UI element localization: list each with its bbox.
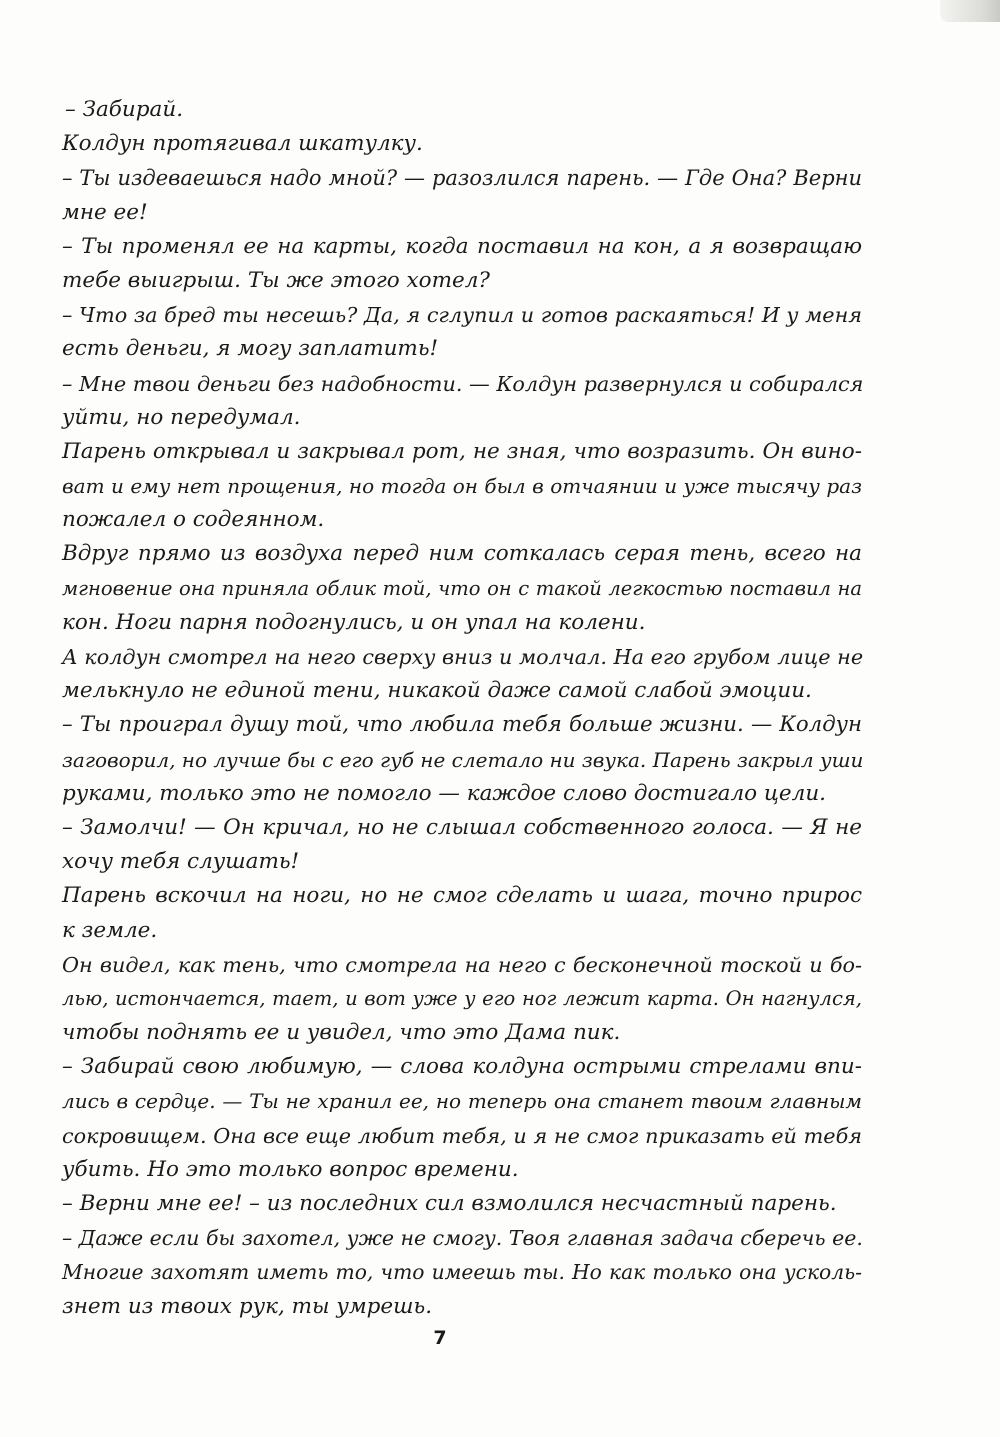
text-line: – Ты издеваешься надо мной? — разозлился парень. — Где Она? Верни [62, 166, 862, 191]
text-line: уйти, но передумал. [62, 404, 301, 430]
text-line: знет из твоих рук, ты умрешь. [62, 1293, 433, 1319]
text-line: чтобы поднять ее и увидел, что это Дама пик. [62, 1020, 621, 1046]
text-line: убить. Но это только вопрос времени. [62, 1156, 519, 1182]
text-line: тебе выигрыш. Ты же этого хотел? [62, 267, 490, 293]
page-edge-shadow [940, 0, 1000, 22]
text-line: хочу тебя слушать! [62, 849, 300, 875]
text-line: есть деньги, я могу заплатить! [62, 336, 439, 362]
text-line: кон. Ноги парня подогнулись, и он упал на колени. [62, 609, 646, 635]
text-line: Парень вскочил на ноги, но не смог сделать и шага, точно прирос [62, 883, 862, 909]
text-line: – Забирай. [65, 97, 184, 122]
body-text [62, 93, 862, 1324]
text-line: мгновение она приняла облик той, что он с такой легкостью поставил на [62, 576, 862, 600]
text-line: – Что за бред ты несешь? Да, я сглупил и готов раскаяться! И у меня [62, 303, 862, 328]
text-line: ват и ему нет прощения, но тогда он был в отчаянии и уже тысячу раз [62, 474, 862, 499]
text-line: А колдун смотрел на него сверху вниз и молчал. На его грубом лице не [62, 645, 864, 669]
text-line: мне ее! [62, 199, 148, 225]
text-line: Вдруг прямо из воздуха перед ним соткалась серая тень, всего на [62, 541, 862, 567]
page-number: 7 [433, 1327, 447, 1349]
text-line: к земле. [62, 917, 158, 943]
text-line: сокровищем. Она все еще любит тебя, и я не смог приказать ей тебя [62, 1123, 862, 1148]
text-line: мелькнуло не единой тени, никакой даже самой слабой эмоции. [62, 678, 812, 704]
text-line: – Замолчи! — Он кричал, но не слышал собственного голоса. — Я не [62, 814, 862, 840]
text-line: Парень открывал и закрывал рот, не зная, что возразить. Он вино- [62, 438, 862, 464]
text-line: Многие захотят иметь то, что имеешь ты. Но как только она усколь- [62, 1260, 862, 1285]
text-line: заговорил, но лучше бы с его губ не слетало ни звука. Парень закрыл уши [62, 747, 864, 772]
text-line: – Мне твои деньги без надобности. — Колдун развернулся и собирался [62, 371, 864, 396]
text-line: – Забирай свою любимую, — слова колдуна острыми стрелами впи- [62, 1054, 862, 1080]
text-line: – Верни мне ее! – из последних сил взмолился несчастный парень. [62, 1191, 837, 1216]
text-line: Колдун протягивал шкатулку. [62, 131, 423, 157]
text-line: – Ты проиграл душу той, что любила тебя больше жизни. — Колдун [62, 712, 862, 738]
text-line: – Ты променял ее на карты, когда поставил на кон, а я возвращаю [62, 233, 862, 259]
text-line: Он видел, как тень, что смотрела на него с бесконечной тоской и бо- [62, 952, 862, 977]
text-line: пожалел о содеянном. [62, 507, 325, 533]
text-line: лью, истончается, тает, и вот уже у его ног лежит карта. Он нагнулся, [62, 986, 862, 1010]
text-line: руками, только это не помогло — каждое слово достигало цели. [62, 780, 827, 806]
text-line: лись в сердце. — Ты не хранил ее, но теперь она станет твоим главным [62, 1089, 862, 1114]
text-line: – Даже если бы захотел, уже не смогу. Твоя главная задача сберечь ее. [62, 1226, 863, 1251]
